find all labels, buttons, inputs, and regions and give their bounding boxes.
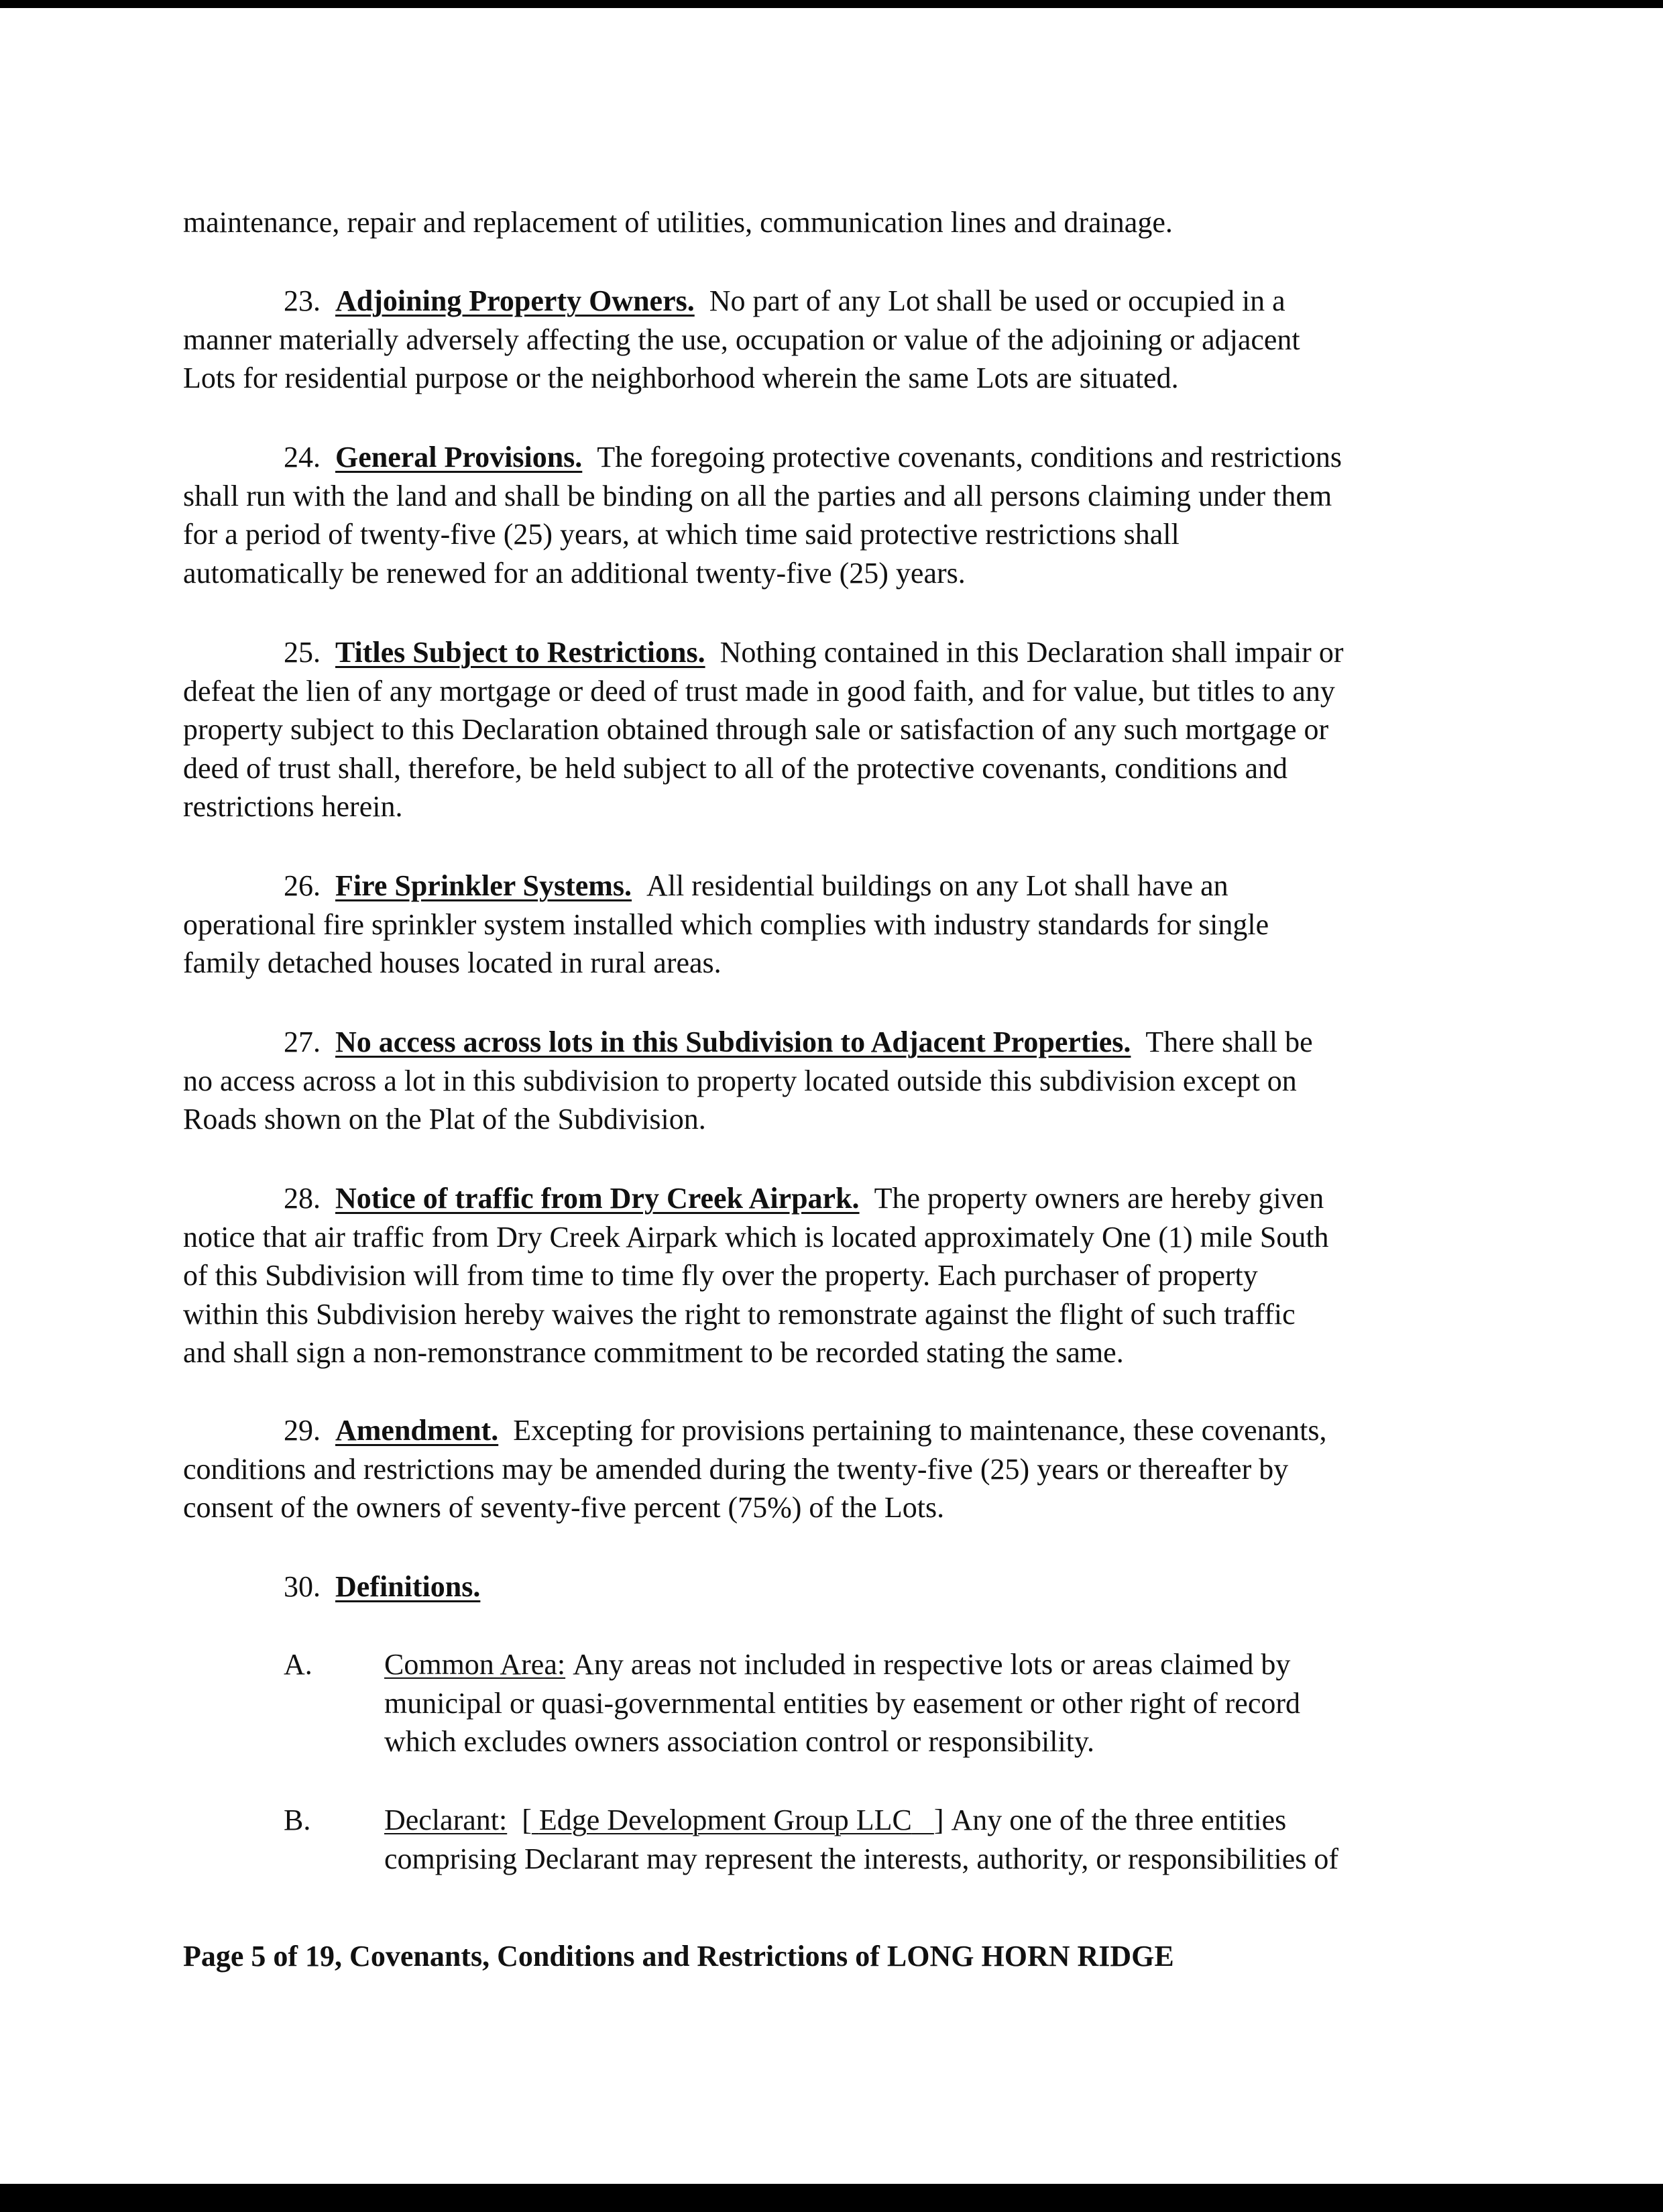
paragraph-line: conditions and restrictions may be amended during the twenty-five (25) years or thereafter by [183, 1452, 1289, 1486]
section-heading: Adjoining Property Owners. [335, 284, 695, 317]
section-number: 23. [284, 284, 321, 317]
paragraph-line: shall run with the land and shall be binding on all the parties and all persons claiming under them [183, 479, 1332, 512]
continuation-paragraph [183, 203, 1497, 242]
section-number: 30. [284, 1570, 321, 1603]
definition-letter: A. [284, 1648, 312, 1681]
section-number: 29. [284, 1414, 321, 1447]
section-28 [183, 1179, 1497, 1372]
section-heading: Amendment. [335, 1414, 499, 1447]
paragraph-text: The foregoing protective covenants, conditions and restrictions [597, 441, 1342, 474]
paragraph-line: and shall sign a non-remonstrance commitment to be recorded stating the same. [183, 1336, 1124, 1369]
section-number: 28. [284, 1182, 321, 1215]
section-number: 26. [284, 869, 321, 902]
paragraph-line: operational fire sprinkler system installed which complies with industry standards for single [183, 907, 1269, 941]
definition-term: Common Area: [384, 1648, 566, 1681]
section-heading: Fire Sprinkler Systems. [335, 869, 632, 902]
definition-line: municipal or quasi-governmental entities by easement or other right of record [384, 1686, 1300, 1720]
scan-top-edge [0, 0, 1663, 8]
section-29 [183, 1411, 1497, 1527]
definition-line: which excludes owners association control or responsibility. [384, 1725, 1095, 1758]
paragraph-line: family detached houses located in rural areas. [183, 946, 722, 979]
section-number: 25. [284, 636, 321, 669]
paragraph-line: deed of trust shall, therefore, be held subject to all of the protective covenants, conditions and [183, 751, 1288, 785]
bracket-close: ] [933, 1804, 944, 1836]
paragraph-text: All residential buildings on any Lot shall have an [646, 869, 1228, 902]
declarant-entity: Edge Development Group LLC [538, 1804, 912, 1836]
section-24 [183, 438, 1497, 592]
scan-bottom-edge [0, 2184, 1663, 2212]
paragraph-line: Lots for residential purpose or the neighborhood wherein the same Lots are situated. [183, 362, 1179, 394]
paragraph-line: automatically be renewed for an additional twenty-five (25) years. [183, 556, 966, 590]
definition-text: Any one of the three entities [951, 1804, 1287, 1836]
page-footer: Page 5 of 19, Covenants, Conditions and Restrictions of LONG HORN RIDGE [183, 1940, 1174, 1973]
paragraph-line: of this Subdivision will from time to time fly over the property. Each purchaser of property [183, 1259, 1258, 1292]
paragraph-line: defeat the lien of any mortgage or deed of trust made in good faith, and for value, but titles to any [183, 674, 1335, 708]
section-heading: Definitions. [335, 1570, 481, 1603]
declarant-entity-blank [532, 1804, 934, 1836]
bracket-open: [ [522, 1804, 532, 1836]
paragraph-line: within this Subdivision hereby waives the right to remonstrate against the flight of such traffic [183, 1297, 1296, 1331]
section-30 [183, 1567, 1497, 1606]
section-heading: No access across lots in this Subdivision to Adjacent Properties. [335, 1026, 1131, 1058]
section-27 [183, 1023, 1497, 1139]
section-23 [183, 282, 1497, 398]
paragraph-text: Excepting for provisions pertaining to maintenance, these covenants, [513, 1414, 1327, 1447]
paragraph-line: consent of the owners of seventy-five percent (75%) of the Lots. [183, 1491, 945, 1524]
paragraph-line: property subject to this Declaration obtained through sale or satisfaction of any such mortgage or [183, 713, 1329, 746]
section-25 [183, 633, 1497, 826]
definition-letter: B. [284, 1804, 311, 1836]
paragraph-line: Roads shown on the Plat of the Subdivision. [183, 1103, 706, 1136]
section-heading: Titles Subject to Restrictions. [335, 636, 705, 669]
section-26 [183, 867, 1497, 983]
paragraph-text: No part of any Lot shall be used or occupied in a [709, 284, 1285, 317]
paragraph-text: Nothing contained in this Declaration shall impair or [720, 636, 1344, 669]
paragraph-line: restrictions herein. [183, 790, 403, 823]
definition-text: Any areas not included in respective lots or areas claimed by [573, 1648, 1291, 1681]
paragraph-text: There shall be [1145, 1026, 1313, 1058]
section-heading: General Provisions. [335, 441, 583, 474]
paragraph-line: for a period of twenty-five (25) years, at which time said protective restrictions shall [183, 518, 1180, 551]
section-heading: Notice of traffic from Dry Creek Airpark. [335, 1182, 860, 1215]
section-number: 24. [284, 441, 321, 474]
paragraph-line: maintenance, repair and replacement of utilities, communication lines and drainage. [183, 206, 1173, 239]
paragraph-line: manner materially adversely affecting the use, occupation or value of the adjoining or adjacent [183, 323, 1300, 356]
paragraph-line: notice that air traffic from Dry Creek Airpark which is located approximately One (1) mile South [183, 1220, 1329, 1254]
paragraph-line: no access across a lot in this subdivision to property located outside this subdivision except on [183, 1064, 1297, 1097]
definition-term: Declarant: [384, 1804, 508, 1836]
definition-line: comprising Declarant may represent the interests, authority, or responsibilities of [384, 1842, 1339, 1875]
paragraph-text: The property owners are hereby given [874, 1182, 1324, 1215]
section-number: 27. [284, 1026, 321, 1058]
